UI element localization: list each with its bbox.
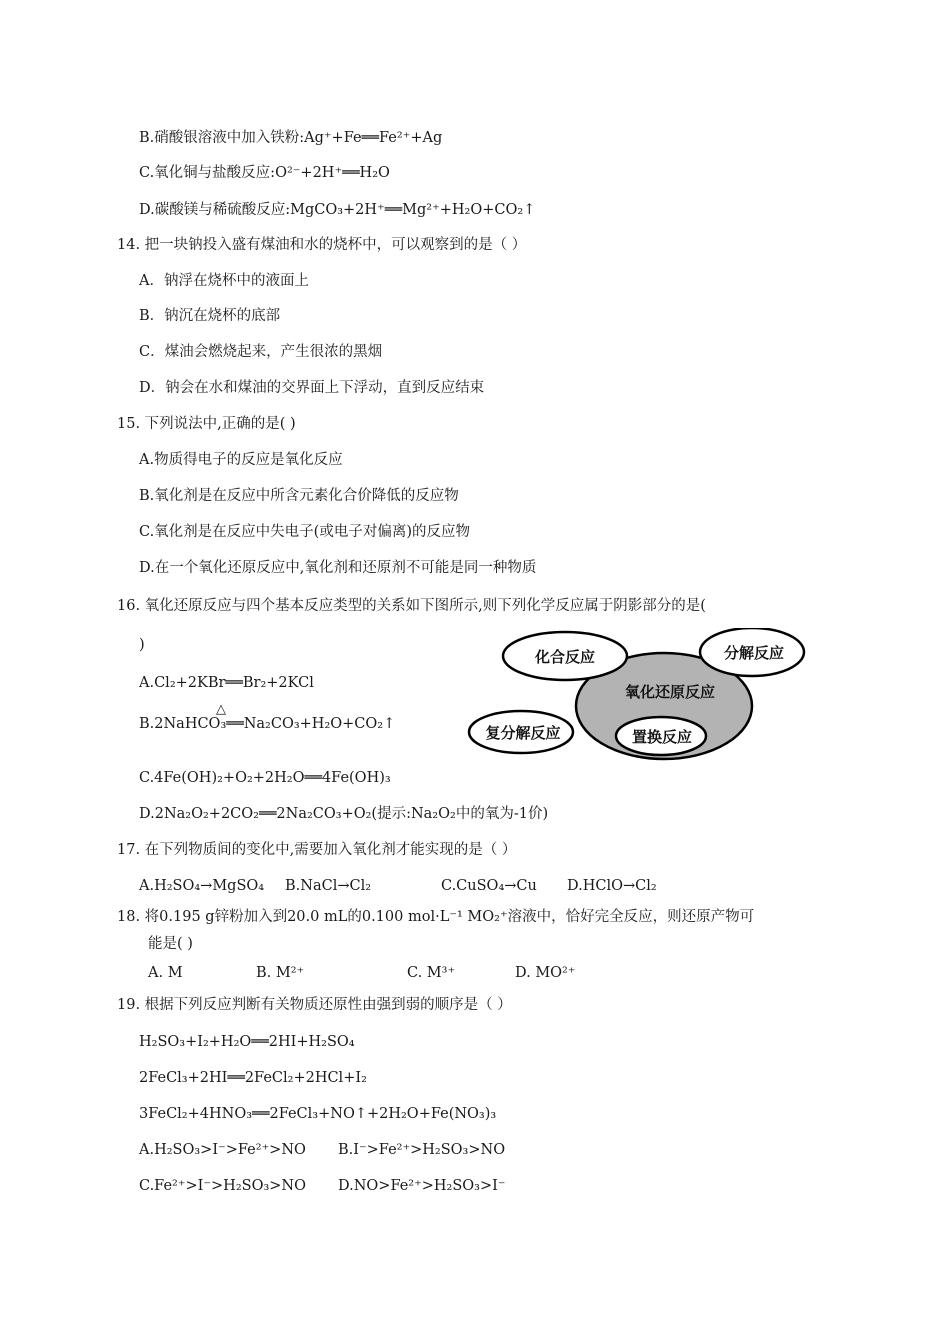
q15-option-a: A.物质得电子的反应是氧化反应	[139, 452, 343, 468]
displacement-label: 置换反应	[631, 728, 693, 746]
q19-reaction-2: 2FeCl₃+2HI══2FeCl₂+2HCl+I₂	[139, 1070, 367, 1086]
q16-stem-continued: )	[139, 637, 145, 653]
q18-option-a: A. M	[148, 965, 183, 981]
q17-option-b: B.NaCl→Cl₂	[285, 878, 372, 894]
decomposition-label: 分解反应	[723, 644, 785, 662]
q18-option-b: B. M²⁺	[256, 965, 305, 981]
q17-option-a: A.H₂SO₄→MgSO₄	[139, 878, 265, 894]
q13-option-b: B.硝酸银溶液中加入铁粉:Ag⁺+Fe══Fe²⁺+Ag	[139, 130, 443, 146]
q16-option-a: A.Cl₂+2KBr══Br₂+2KCl	[139, 675, 314, 691]
q16-option-c: C.4Fe(OH)₂+O₂+2H₂O══4Fe(OH)₃	[139, 770, 391, 786]
q17-option-c: C.CuSO₄→Cu	[441, 878, 537, 894]
q16-stem: 16. 氧化还原反应与四个基本反应类型的关系如下图所示,则下列化学反应属于阴影部分的是(	[117, 598, 706, 614]
q18-option-c: C. M³⁺	[407, 965, 456, 981]
q17-stem: 17. 在下列物质间的变化中,需要加入氧化剂才能实现的是（ ）	[117, 842, 517, 858]
q13-option-d: D.碳酸镁与稀硫酸反应:MgCO₃+2H⁺══Mg²⁺+H₂O+CO₂↑	[139, 202, 536, 218]
double-displacement-label: 复分解反应	[485, 724, 561, 742]
q15-option-b: B.氧化剂是在反应中所含元素化合价降低的反应物	[139, 488, 459, 504]
heat-condition-symbol: △	[216, 702, 226, 717]
q18-stem-continued: 能是( )	[148, 936, 193, 952]
q19-option-b: B.I⁻>Fe²⁺>H₂SO₃>NO	[338, 1142, 506, 1158]
q14-option-d: D．钠会在水和煤油的交界面上下浮动，直到反应结束	[139, 380, 485, 396]
q18-stem: 18. 将0.195 g锌粉加入到20.0 mL的0.100 mol·L⁻¹ MO₂⁺溶液中，恰好完全反应，则还原产物可	[117, 909, 755, 925]
q17-option-d: D.HClO→Cl₂	[567, 878, 657, 894]
q15-stem: 15. 下列说法中,正确的是( )	[117, 416, 296, 432]
q19-reaction-3: 3FeCl₂+4HNO₃══2FeCl₃+NO↑+2H₂O+Fe(NO₃)₃	[139, 1106, 497, 1122]
q14-option-b: B．钠沉在烧杯的底部	[139, 308, 281, 324]
q15-option-c: C.氧化剂是在反应中失电子(或电子对偏离)的反应物	[139, 524, 470, 540]
q14-option-c: C．煤油会燃烧起来，产生很浓的黑烟	[139, 344, 383, 360]
redox-label: 氧化还原反应	[624, 683, 716, 701]
q15-option-d: D.在一个氧化还原反应中,氧化剂和还原剂不可能是同一种物质	[139, 560, 537, 576]
q13-option-c: C.氧化铜与盐酸反应:O²⁻+2H⁺══H₂O	[139, 165, 390, 181]
q19-reaction-1: H₂SO₃+I₂+H₂O══2HI+H₂SO₄	[139, 1034, 355, 1050]
q14-option-a: A．钠浮在烧杯中的液面上	[139, 273, 309, 289]
q16-option-d: D.2Na₂O₂+2CO₂══2Na₂CO₃+O₂(提示:Na₂O₂中的氧为-1价)	[139, 806, 549, 822]
q19-option-d: D.NO>Fe²⁺>H₂SO₃>I⁻	[338, 1178, 506, 1194]
q16-option-b: B.2NaHCO₃══Na₂CO₃+H₂O+CO₂↑	[139, 716, 396, 732]
q19-option-a: A.H₂SO₃>I⁻>Fe²⁺>NO	[139, 1142, 306, 1158]
reaction-type-diagram	[462, 628, 812, 768]
combination-label: 化合反应	[534, 648, 596, 666]
q19-stem: 19. 根据下列反应判断有关物质还原性由强到弱的顺序是（ ）	[117, 997, 512, 1013]
q18-option-d: D. MO²⁺	[515, 965, 576, 981]
q14-stem: 14. 把一块钠投入盛有煤油和水的烧杯中，可以观察到的是（ ）	[117, 237, 527, 253]
q19-option-c: C.Fe²⁺>I⁻>H₂SO₃>NO	[139, 1178, 306, 1194]
